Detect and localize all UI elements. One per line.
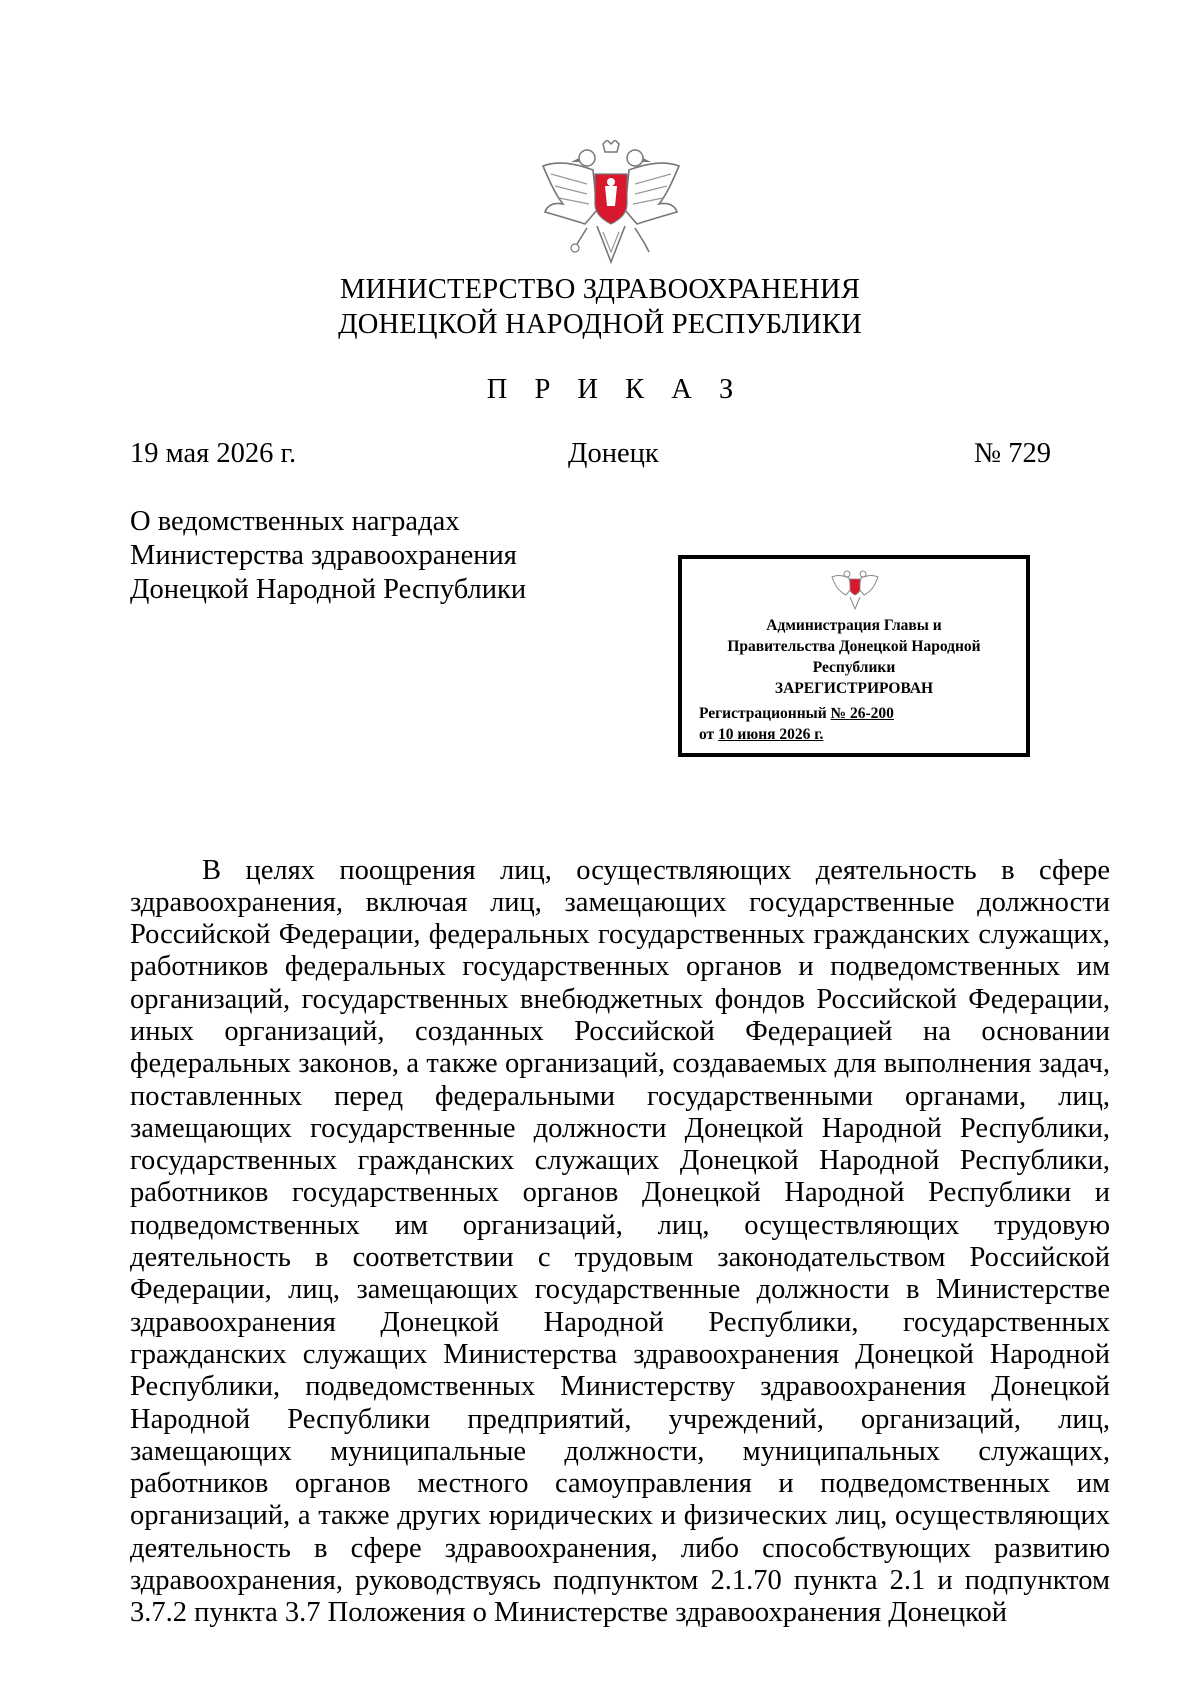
stamp-reg-date: 10 июня 2026 г. — [718, 726, 824, 743]
stamp-coat-of-arms-icon — [830, 567, 880, 611]
stamp-authority — [682, 615, 1026, 699]
stamp-reg-label: Регистрационный — [699, 705, 827, 722]
ministry-name-line1: МИНИСТЕРСТВО ЗДРАВООХРАНЕНИЯ — [339, 274, 861, 305]
order-date: 19 мая 2026 г. — [130, 438, 297, 469]
body-paragraph: В целях поощрения лиц, осуществляющих деятельность в сфере здравоохранения, включая лиц, замещающих государственные должности Российской Федерации, федеральных государственных гражданских служащих, работников федеральных государственных органов и подведомственных им организаций, государственных внебюджетных фондов Российской Федерации, иных организаций, созданных Российской Федерацией на основании федеральных законов, а также организаций, создаваемых для выполнения задач, поставленных перед федеральными государственными органами, лиц, замещающих государственные должности Донецкой Народной Республики, государственных гражданских служащих Донецкой Народной Республики, работников государственных органов Донецкой Народной Республики и подведомственных им организаций, лиц, осуществляющих трудовую деятельность в соответствии с трудовым законодательством Российской Федерации, лиц, замещающих государственные должности в Министерстве здравоохранения Донецкой Народной Республики, государственных гражданских служащих Министерства здравоохранения Донецкой Народной Республики, подведомственных Министерству здравоохранения Донецкой Народной Республики предприятий, учреждений, организаций, лиц, замещающих муниципальные должности, муниципальных служащих, работников органов местного самоуправления и подведомственных им организаций, а также других юридических и физических лиц, осуществляющих деятельность в сфере здравоохранения, либо способствующих развитию здравоохранения, руководствуясь подпунктом 2.1.70 пункта 2.1 и подпунктом 3.7.2 пункта 3.7 Положения о Министерстве здравоохранения Донецкой — [130, 854, 1110, 1629]
ministry-name-line2: ДОНЕЦКОЙ НАРОДНОЙ РЕСПУБЛИКИ — [338, 309, 862, 340]
order-subject — [130, 505, 526, 607]
coat-of-arms-icon — [537, 140, 685, 270]
stamp-authority-line: Республики — [812, 659, 896, 676]
subject-line: О ведомственных наградах — [130, 506, 460, 537]
order-city: Донецк — [568, 438, 659, 469]
stamp-status: ЗАРЕГИСТРИРОВАН — [774, 680, 934, 697]
subject-line: Министерства здравоохранения — [130, 540, 517, 571]
stamp-authority-line: Администрация Главы и — [766, 617, 942, 634]
document-type-title: П Р И К А З — [486, 374, 744, 405]
subject-line: Донецкой Народной Республики — [130, 574, 527, 605]
order-number: № 729 — [973, 438, 1051, 469]
stamp-date-label: от — [699, 726, 715, 743]
stamp-reg-number: № 26-200 — [830, 705, 894, 722]
stamp-authority-line: Правительства Донецкой Народной — [727, 638, 981, 655]
stamp-registration-details — [699, 703, 894, 745]
registration-stamp — [678, 555, 1030, 757]
